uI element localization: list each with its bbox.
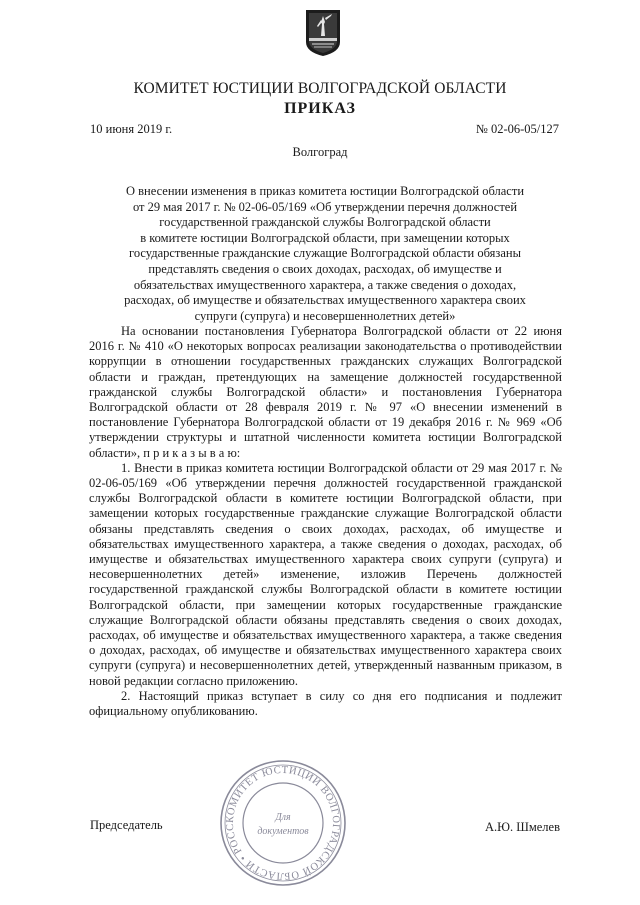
subject-line: расходах, об имуществе и обязательствах имущественного характера своих (124, 293, 526, 308)
organization-name: КОМИТЕТ ЮСТИЦИИ ВОЛГОГРАДСКОЙ ОБЛАСТИ (133, 80, 507, 97)
body-paragraph-item-2: 2. Настоящий приказ вступает в силу со дня его подписания и подлежит официальному опубликованию. (89, 688, 562, 719)
subject-line: обязательствах имущественного характера, а также сведения о доходах, (133, 277, 517, 292)
subject-line: от 29 мая 2017 г. № 02-06-05/169 «Об утверждении перечня должностей (132, 199, 518, 214)
document-city: Волгоград (292, 145, 348, 159)
volgograd-coat-of-arms-icon (304, 8, 342, 58)
document-number: № 02-06-05/127 (475, 122, 559, 136)
subject-line: в комитете юстиции Волгоградской области, при замещении которых (140, 230, 510, 245)
official-stamp (218, 758, 348, 888)
document-date: 10 июня 2019 г. (90, 122, 173, 136)
subject-line: О внесении изменения в приказ комитета юстиции Волгоградской области (125, 184, 525, 198)
subject-line: супруги (супруга) и несовершеннолетних детей» (194, 308, 456, 323)
body-paragraph-preamble: На основании постановления Губернатора Волгоградской области от 22 июня 2016 г. № 410 «О некоторых вопросах реализации законодательства о противодействии коррупции в отношении государственных гражданских служащих Волгоградской области и граждан, претендующих на замещение должностей государственной гражданской службы Волгоградской области» и постановления Губернатора Волгоградской области от 28 февраля 2019 г. № 97 «О внесении изменений в постановление Губернатора Волгоградской области от 19 декабря 2016 г. № 969 «Об утверждении структуры и штатной численности комитета юстиции Волгоградской области», п р и к а з ы в а ю: (89, 324, 562, 460)
subject-line: государственные гражданские служащие Волгоградской области обязаны (129, 246, 521, 261)
document-type: ПРИКАЗ (284, 100, 356, 117)
subject-line: представлять сведения о своих доходах, расходах, об имуществе и (148, 261, 502, 276)
subject-line: государственной гражданской службы Волгоградской области (159, 215, 491, 230)
document-body (89, 324, 562, 719)
body-paragraph-item-1: 1. Внести в приказ комитета юстиции Волгоградской области от 29 мая 2017 г. № 02-06-05/169 «Об утверждении перечня должностей государственной гражданской службы Волгоградской области в комитете юстиции Волгоградской области, при замещении которых государственные гражданские служащие Волгоградской области обязаны представлять сведения о своих доходах, расходах, об имуществе и обязательствах имущественного характера, а также сведения о доходах, расходах, об имуществе и обязательствах имущественного характера своих супруги (супруга) и несовершеннолетних детей» изменение, изложив Перечень должностей государственной гражданской службы Волгоградской области в комитете юстиции Волгоградской области, при замещении которых государственные гражданские служащие Волгоградской области обязаны представлять сведения о своих доходах, расходах, об имуществе и обязательствах имущественного характера, а также сведения о доходах, расходах, об имуществе и обязательствах имущественного характера своих супруги (супруга) и несовершеннолетних детей, утвержденный названным приказом, в новой редакции согласно приложению. (89, 460, 562, 688)
document-subject (90, 184, 560, 324)
signer-name: А.Ю. Шмелев (484, 820, 560, 834)
stamp-center-line-1: Для (275, 812, 291, 823)
stamp-center-line-2: документов (257, 826, 309, 837)
stamp-ring-text: КОМИТЕТ ЮСТИЦИИ ВОЛГОГРАДСКОЙ ОБЛАСТИ • РОСС (224, 764, 342, 882)
signer-title: Председатель (90, 818, 163, 832)
